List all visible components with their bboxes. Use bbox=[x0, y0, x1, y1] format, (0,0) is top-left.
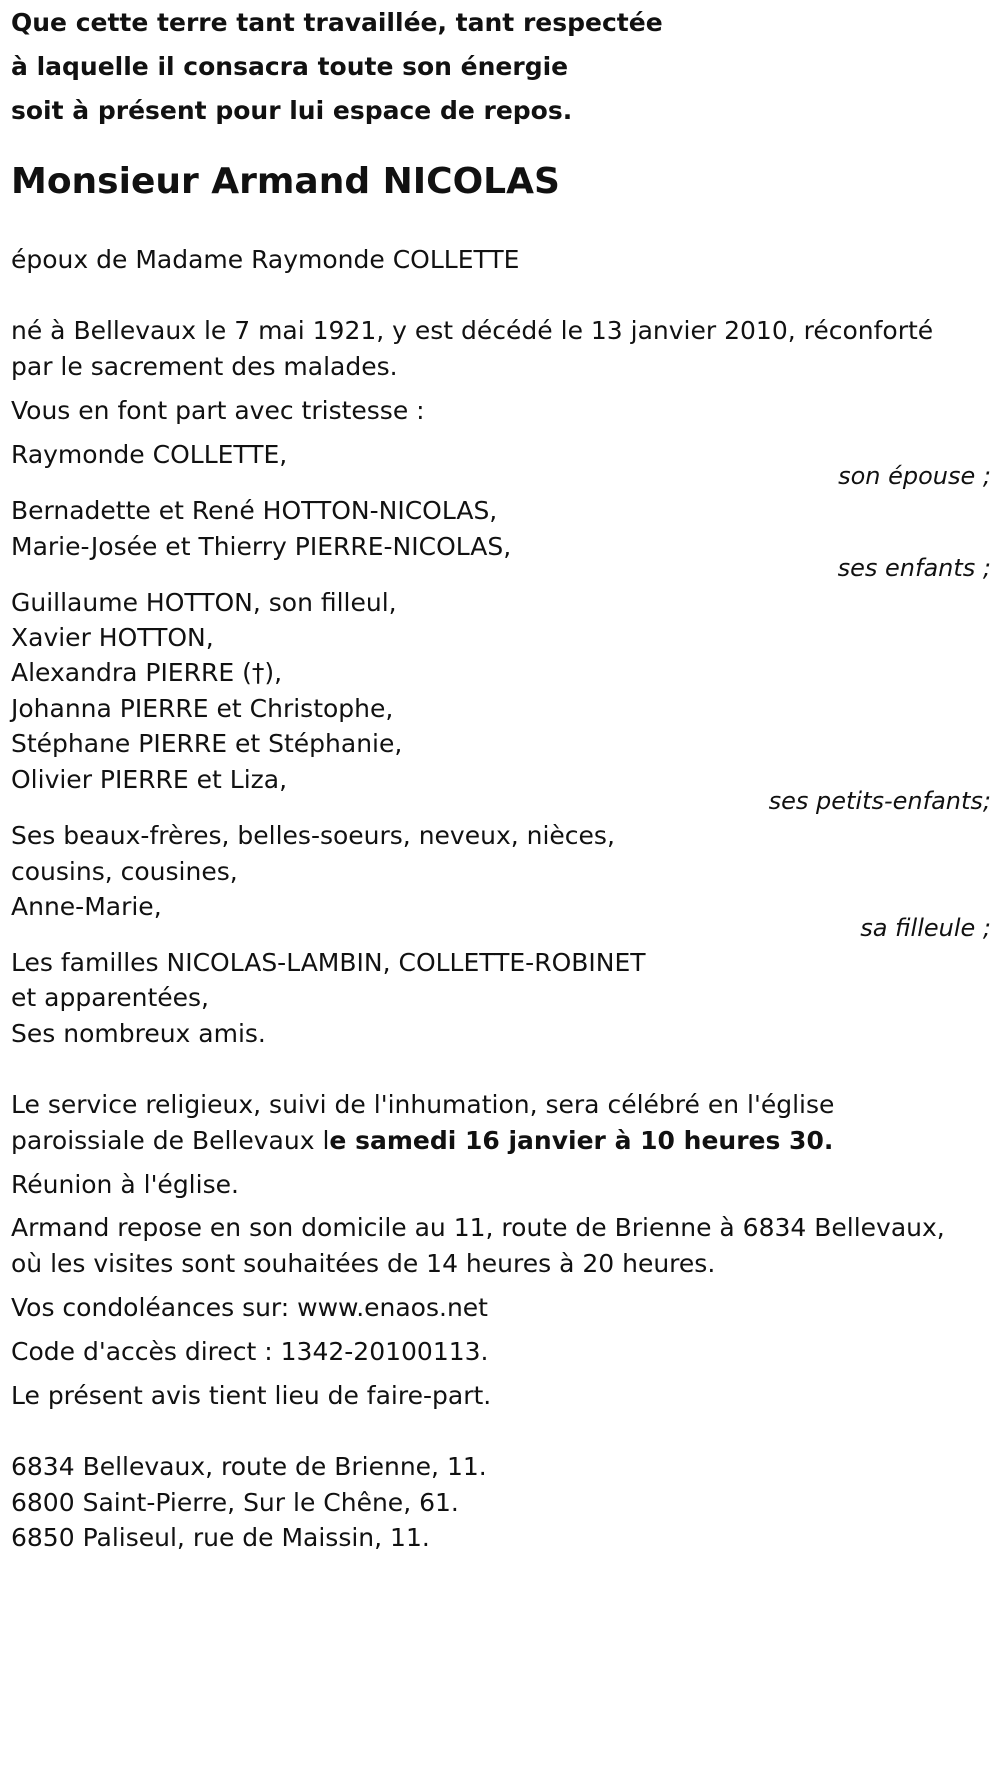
service-line: Le service religieux, suivi de l'inhumation, sera célébré en l'église bbox=[11, 1090, 835, 1119]
service-prefix: paroissiale de Bellevaux l bbox=[11, 1126, 330, 1155]
announce-intro: Vous en font part avec tristesse : bbox=[11, 396, 425, 425]
family-name: Marie-Josée et Thierry PIERRE-NICOLAS, bbox=[11, 532, 512, 561]
family-name: Johanna PIERRE et Christophe, bbox=[11, 694, 394, 723]
spouse-line: époux de Madame Raymonde COLLETTE bbox=[11, 245, 520, 274]
family-name: et apparentées, bbox=[11, 983, 209, 1012]
meeting-line: Réunion à l'église. bbox=[11, 1170, 239, 1199]
birth-death-line: par le sacrement des malades. bbox=[11, 352, 398, 381]
relation-label: sa filleule ; bbox=[860, 914, 991, 942]
family-name: Alexandra PIERRE (†), bbox=[11, 658, 283, 687]
visitation-line: où les visites sont souhaitées de 14 heures à 20 heures. bbox=[11, 1249, 716, 1278]
deceased-name: Monsieur Armand NICOLAS bbox=[11, 161, 560, 202]
epitaph-line: à laquelle il consacra toute son énergie bbox=[11, 52, 569, 81]
address-line: 6834 Bellevaux, route de Brienne, 11. bbox=[11, 1452, 487, 1481]
service-line bbox=[11, 1126, 833, 1156]
birth-death-line: né à Bellevaux le 7 mai 1921, y est décédé le 13 janvier 2010, réconforté bbox=[11, 316, 934, 345]
relation-label: ses enfants ; bbox=[837, 554, 991, 582]
family-name: Olivier PIERRE et Liza, bbox=[11, 765, 288, 794]
epitaph-line: soit à présent pour lui espace de repos. bbox=[11, 96, 573, 125]
relation-label: son épouse ; bbox=[838, 462, 991, 490]
family-name: Anne-Marie, bbox=[11, 892, 162, 921]
address-line: 6850 Paliseul, rue de Maissin, 11. bbox=[11, 1523, 430, 1552]
condolences-line: Vos condoléances sur: www.enaos.net bbox=[11, 1293, 488, 1322]
family-name: Guillaume HOTTON, son filleul, bbox=[11, 588, 397, 617]
service-date: e samedi 16 janvier à 10 heures 30. bbox=[329, 1126, 834, 1155]
notice-line: Le présent avis tient lieu de faire-part. bbox=[11, 1381, 492, 1410]
visitation-line: Armand repose en son domicile au 11, route de Brienne à 6834 Bellevaux, bbox=[11, 1213, 945, 1242]
family-name: Xavier HOTTON, bbox=[11, 623, 214, 652]
access-code-line: Code d'accès direct : 1342-20100113. bbox=[11, 1337, 489, 1366]
family-name: Raymonde COLLETTE, bbox=[11, 440, 288, 469]
family-name: Les familles NICOLAS-LAMBIN, COLLETTE-ROBINET bbox=[11, 948, 646, 977]
family-name: Ses nombreux amis. bbox=[11, 1019, 266, 1048]
family-name: Ses beaux-frères, belles-soeurs, neveux, nièces, bbox=[11, 821, 615, 850]
relation-label: ses petits-enfants; bbox=[768, 787, 991, 815]
family-name: Bernadette et René HOTTON-NICOLAS, bbox=[11, 496, 498, 525]
family-name: Stéphane PIERRE et Stéphanie, bbox=[11, 729, 403, 758]
epitaph-line: Que cette terre tant travaillée, tant respectée bbox=[11, 8, 663, 37]
address-line: 6800 Saint-Pierre, Sur le Chêne, 61. bbox=[11, 1488, 459, 1517]
family-name: cousins, cousines, bbox=[11, 857, 238, 886]
